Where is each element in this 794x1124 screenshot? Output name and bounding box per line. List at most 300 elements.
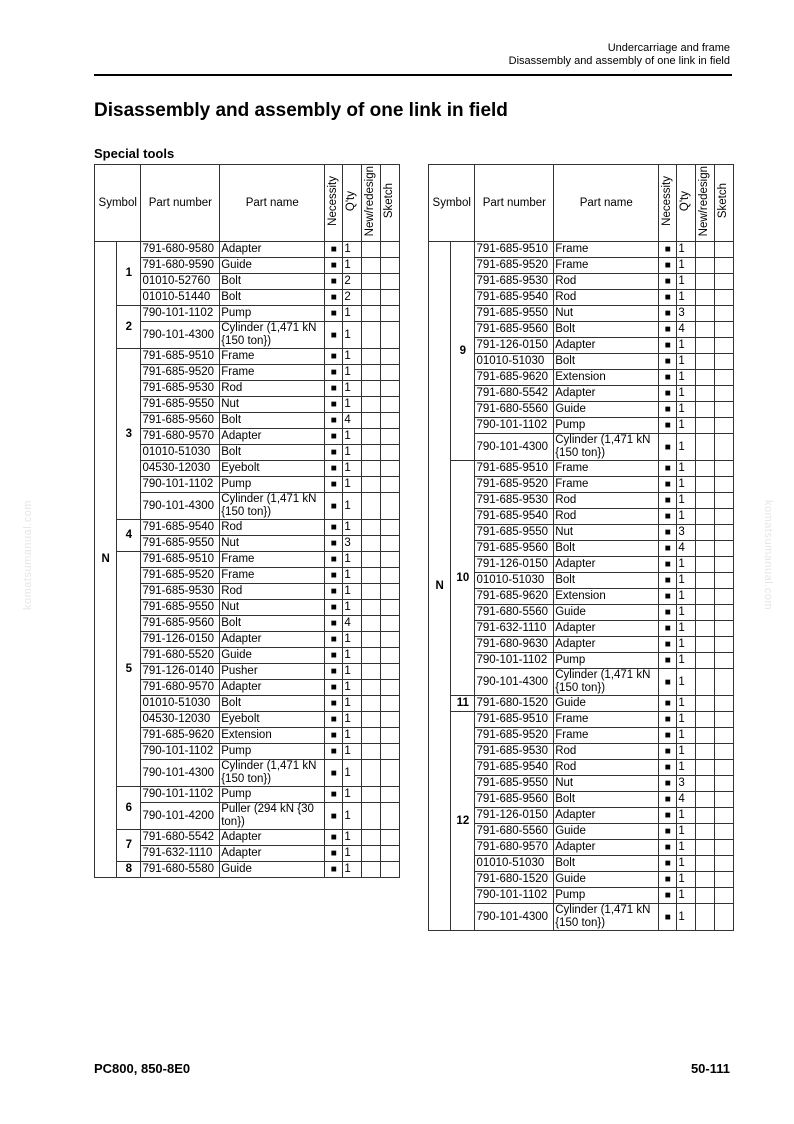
new-redesign-cell (361, 680, 380, 696)
new-redesign-cell (361, 536, 380, 552)
necessity-cell: ■ (659, 824, 677, 840)
new-redesign-cell (695, 840, 714, 856)
table-row (95, 696, 400, 712)
necessity-cell: ■ (325, 568, 343, 584)
table-row (429, 605, 734, 621)
part-number-cell: 791-685-9620 (141, 728, 220, 744)
table-row (95, 274, 400, 290)
header-subsection: Disassembly and assembly of one link in field (508, 55, 730, 67)
new-redesign-cell (361, 397, 380, 413)
necessity-cell: ■ (659, 653, 677, 669)
necessity-cell: ■ (659, 386, 677, 402)
part-name-cell: Nut (554, 776, 659, 792)
table-row (95, 568, 400, 584)
new-redesign-cell (361, 760, 380, 787)
necessity-cell: ■ (659, 461, 677, 477)
part-name-cell: Frame (554, 477, 659, 493)
necessity-cell: ■ (659, 370, 677, 386)
sketch-cell (714, 669, 733, 696)
sketch-cell (380, 242, 399, 258)
necessity-cell: ■ (659, 840, 677, 856)
new-redesign-cell (361, 365, 380, 381)
sketch-cell (380, 648, 399, 664)
part-name-cell: Cylinder (1,471 kN {150 ton}) (554, 904, 659, 931)
sketch-cell (380, 803, 399, 830)
qty-cell: 1 (677, 744, 695, 760)
new-redesign-cell (695, 824, 714, 840)
necessity-cell: ■ (325, 381, 343, 397)
new-redesign-cell (695, 306, 714, 322)
table-header-row (95, 165, 400, 242)
sketch-cell (380, 632, 399, 648)
necessity-cell: ■ (325, 445, 343, 461)
new-redesign-cell (361, 306, 380, 322)
part-name-cell: Cylinder (1,471 kN {150 ton}) (554, 434, 659, 461)
part-name-cell: Eyebolt (220, 461, 325, 477)
table-row (95, 306, 400, 322)
table-row (95, 862, 400, 878)
qty-cell: 1 (677, 728, 695, 744)
qty-cell: 1 (677, 696, 695, 712)
table-row (95, 381, 400, 397)
table-row (95, 728, 400, 744)
qty-cell: 1 (677, 493, 695, 509)
part-name-cell: Rod (554, 509, 659, 525)
new-redesign-cell (361, 461, 380, 477)
part-name-cell: Guide (554, 824, 659, 840)
table-row (95, 520, 400, 536)
part-name-cell: Bolt (220, 413, 325, 429)
part-name-cell: Pump (220, 306, 325, 322)
necessity-cell: ■ (659, 434, 677, 461)
necessity-cell: ■ (325, 274, 343, 290)
sketch-cell (714, 888, 733, 904)
sketch-cell (714, 728, 733, 744)
necessity-cell: ■ (659, 573, 677, 589)
part-name-cell: Guide (554, 872, 659, 888)
qty-cell: 1 (677, 872, 695, 888)
new-redesign-cell (695, 653, 714, 669)
necessity-cell: ■ (325, 242, 343, 258)
necessity-cell: ■ (659, 621, 677, 637)
part-number-cell: 791-685-9510 (475, 712, 554, 728)
part-number-cell: 791-685-9550 (475, 306, 554, 322)
part-name-cell: Cylinder (1,471 kN {150 ton}) (220, 493, 325, 520)
part-name-cell: Adapter (554, 386, 659, 402)
qty-cell: 1 (343, 862, 361, 878)
necessity-cell: ■ (325, 803, 343, 830)
table-row (429, 541, 734, 557)
group-number-cell: 4 (117, 520, 141, 552)
part-number-cell: 791-685-9540 (475, 509, 554, 525)
part-number-cell: 790-101-1102 (475, 653, 554, 669)
part-name-cell: Rod (220, 381, 325, 397)
part-name-cell: Frame (220, 349, 325, 365)
part-number-cell: 791-680-9630 (475, 637, 554, 653)
new-redesign-cell (695, 621, 714, 637)
new-redesign-cell (361, 862, 380, 878)
table-row (429, 402, 734, 418)
new-redesign-cell (695, 274, 714, 290)
table-row (95, 461, 400, 477)
new-redesign-cell (695, 888, 714, 904)
new-redesign-cell (361, 413, 380, 429)
sketch-cell (714, 402, 733, 418)
watermark-left: komatsumanual.com (22, 500, 34, 610)
qty-cell: 1 (677, 904, 695, 931)
sketch-cell (380, 520, 399, 536)
qty-cell: 4 (343, 616, 361, 632)
table-row (429, 856, 734, 872)
new-redesign-cell (695, 728, 714, 744)
table-row (429, 712, 734, 728)
part-name-cell: Guide (220, 648, 325, 664)
table-row (429, 792, 734, 808)
necessity-cell: ■ (659, 728, 677, 744)
part-number-cell: 791-685-9540 (141, 520, 220, 536)
qty-cell: 4 (677, 322, 695, 338)
new-redesign-cell (695, 541, 714, 557)
necessity-cell: ■ (325, 536, 343, 552)
sketch-cell (714, 605, 733, 621)
necessity-cell: ■ (659, 306, 677, 322)
new-redesign-cell (361, 552, 380, 568)
sketch-cell (714, 354, 733, 370)
sketch-cell (714, 776, 733, 792)
part-name-cell: Rod (554, 760, 659, 776)
qty-cell: 1 (343, 600, 361, 616)
new-redesign-cell (695, 904, 714, 931)
necessity-cell: ■ (325, 648, 343, 664)
table-row (429, 840, 734, 856)
new-redesign-cell (361, 477, 380, 493)
part-number-cell: 791-685-9530 (141, 381, 220, 397)
part-name-cell: Bolt (220, 616, 325, 632)
sketch-cell (380, 787, 399, 803)
page-title: Disassembly and assembly of one link in field (94, 100, 508, 121)
qty-cell: 1 (343, 493, 361, 520)
new-redesign-cell (695, 557, 714, 573)
table-row (429, 493, 734, 509)
necessity-cell: ■ (325, 413, 343, 429)
qty-cell: 1 (343, 397, 361, 413)
necessity-cell: ■ (325, 744, 343, 760)
part-name-cell: Rod (220, 520, 325, 536)
table-row (95, 493, 400, 520)
table-row (95, 632, 400, 648)
table-row (95, 830, 400, 846)
qty-cell: 1 (677, 434, 695, 461)
table-row (429, 509, 734, 525)
qty-cell: 1 (343, 381, 361, 397)
new-redesign-cell (695, 637, 714, 653)
sketch-cell (380, 493, 399, 520)
group-number-cell: 5 (117, 552, 141, 787)
sketch-cell (380, 584, 399, 600)
necessity-cell: ■ (659, 541, 677, 557)
table-row (95, 552, 400, 568)
sketch-cell (714, 589, 733, 605)
new-redesign-cell (361, 744, 380, 760)
part-number-cell: 791-685-9530 (475, 493, 554, 509)
necessity-cell: ■ (659, 493, 677, 509)
new-redesign-cell (695, 808, 714, 824)
table-row (429, 525, 734, 541)
necessity-cell: ■ (659, 589, 677, 605)
sketch-cell (714, 637, 733, 653)
qty-cell: 1 (343, 846, 361, 862)
part-number-cell: 791-126-0140 (141, 664, 220, 680)
necessity-cell: ■ (659, 904, 677, 931)
table-row (429, 573, 734, 589)
table-row (95, 744, 400, 760)
necessity-cell: ■ (659, 669, 677, 696)
qty-cell: 1 (677, 808, 695, 824)
table-row (95, 787, 400, 803)
new-redesign-cell (361, 322, 380, 349)
new-redesign-cell (695, 477, 714, 493)
sketch-cell (714, 290, 733, 306)
new-redesign-cell (695, 386, 714, 402)
sketch-cell (380, 349, 399, 365)
sketch-cell (380, 477, 399, 493)
qty-cell: 1 (343, 242, 361, 258)
part-number-cell: 791-685-9620 (475, 589, 554, 605)
sketch-cell (714, 573, 733, 589)
group-number-cell: 8 (117, 862, 141, 878)
necessity-cell: ■ (659, 274, 677, 290)
qty-cell: 1 (343, 787, 361, 803)
section-subtitle: Special tools (94, 146, 175, 161)
new-redesign-cell (361, 712, 380, 728)
sketch-cell (380, 728, 399, 744)
part-name-cell: Frame (554, 728, 659, 744)
new-redesign-cell (361, 584, 380, 600)
part-name-cell: Adapter (220, 680, 325, 696)
qty-cell: 1 (677, 402, 695, 418)
part-number-cell: 790-101-4300 (475, 669, 554, 696)
necessity-cell: ■ (325, 862, 343, 878)
sketch-cell (714, 872, 733, 888)
part-number-cell: 01010-51030 (141, 445, 220, 461)
qty-cell: 1 (343, 648, 361, 664)
part-name-cell: Adapter (220, 242, 325, 258)
new-redesign-cell (695, 402, 714, 418)
part-number-cell: 01010-51030 (475, 354, 554, 370)
necessity-cell: ■ (325, 787, 343, 803)
part-number-cell: 790-101-4300 (475, 904, 554, 931)
table-row (429, 669, 734, 696)
necessity-cell: ■ (325, 712, 343, 728)
qty-cell: 1 (677, 573, 695, 589)
necessity-cell: ■ (659, 477, 677, 493)
part-name-cell: Bolt (554, 856, 659, 872)
part-name-cell: Bolt (220, 696, 325, 712)
new-redesign-cell (361, 664, 380, 680)
new-redesign-cell (695, 338, 714, 354)
necessity-cell: ■ (659, 338, 677, 354)
qty-cell: 1 (343, 552, 361, 568)
part-name-cell: Nut (554, 306, 659, 322)
new-redesign-header: New/redesign (361, 165, 380, 242)
part-name-cell: Rod (554, 744, 659, 760)
part-name-cell: Rod (554, 493, 659, 509)
qty-cell: 1 (677, 840, 695, 856)
part-number-cell: 791-685-9530 (475, 274, 554, 290)
necessity-cell: ■ (659, 808, 677, 824)
new-redesign-cell (695, 792, 714, 808)
part-number-cell: 791-680-5580 (141, 862, 220, 878)
new-redesign-cell (695, 493, 714, 509)
part-number-cell: 790-101-1102 (141, 744, 220, 760)
table-row (429, 904, 734, 931)
table-row (429, 589, 734, 605)
part-number-cell: 791-680-5560 (475, 402, 554, 418)
qty-cell: 1 (343, 477, 361, 493)
qty-cell: 1 (343, 803, 361, 830)
sketch-cell (380, 274, 399, 290)
table-row (95, 648, 400, 664)
new-redesign-cell (361, 648, 380, 664)
part-name-cell: Cylinder (1,471 kN {150 ton}) (554, 669, 659, 696)
sketch-cell (380, 290, 399, 306)
part-number-cell: 791-685-9520 (475, 728, 554, 744)
part-number-cell: 791-685-9510 (141, 552, 220, 568)
sketch-cell (380, 712, 399, 728)
part-number-cell: 790-101-1102 (475, 888, 554, 904)
table-row (95, 680, 400, 696)
qty-cell: 1 (677, 760, 695, 776)
new-redesign-cell (695, 856, 714, 872)
table-row (95, 584, 400, 600)
sketch-cell (714, 760, 733, 776)
watermark-right: komatsumanual.com (762, 500, 774, 610)
part-number-cell: 04530-12030 (141, 461, 220, 477)
part-number-cell: 790-101-4300 (141, 760, 220, 787)
new-redesign-cell (361, 520, 380, 536)
part-number-cell: 790-101-4200 (141, 803, 220, 830)
qty-cell: 1 (343, 584, 361, 600)
part-number-cell: 791-680-9580 (141, 242, 220, 258)
table-row (429, 290, 734, 306)
sketch-cell (380, 381, 399, 397)
sketch-cell (714, 840, 733, 856)
running-header (509, 42, 730, 68)
necessity-cell: ■ (325, 664, 343, 680)
part-number-cell: 791-685-9550 (475, 776, 554, 792)
special-tools-table-left (94, 164, 400, 878)
part-number-cell: 791-126-0150 (141, 632, 220, 648)
part-number-cell: 790-101-1102 (141, 787, 220, 803)
necessity-cell: ■ (325, 322, 343, 349)
table-row (95, 290, 400, 306)
part-number-cell: 791-685-9520 (141, 568, 220, 584)
qty-cell: 3 (677, 525, 695, 541)
table-row (95, 616, 400, 632)
necessity-cell: ■ (659, 290, 677, 306)
part-name-cell: Guide (220, 258, 325, 274)
table-row (95, 536, 400, 552)
qty-cell: 1 (677, 242, 695, 258)
part-name-cell: Adapter (554, 557, 659, 573)
sketch-cell (714, 824, 733, 840)
sketch-cell (714, 856, 733, 872)
sketch-cell (380, 760, 399, 787)
qty-cell: 1 (677, 418, 695, 434)
qty-cell: 1 (343, 664, 361, 680)
table-row (95, 712, 400, 728)
new-redesign-cell (361, 696, 380, 712)
new-redesign-cell (695, 712, 714, 728)
class-cell: N (429, 242, 451, 931)
part-name-cell: Nut (220, 397, 325, 413)
part-number-cell: 790-101-1102 (141, 306, 220, 322)
part-number-cell: 791-680-9590 (141, 258, 220, 274)
qty-cell: 4 (343, 413, 361, 429)
part-name-cell: Bolt (220, 290, 325, 306)
part-name-cell: Pusher (220, 664, 325, 680)
new-redesign-cell (361, 445, 380, 461)
part-name-cell: Pump (554, 888, 659, 904)
symbol-header: Symbol (429, 165, 475, 242)
group-number-cell: 10 (451, 461, 475, 696)
new-redesign-cell (361, 616, 380, 632)
qty-cell: 2 (343, 274, 361, 290)
sketch-cell (380, 744, 399, 760)
new-redesign-cell (695, 744, 714, 760)
qty-cell: 1 (343, 680, 361, 696)
new-redesign-cell (695, 872, 714, 888)
table-row (429, 696, 734, 712)
part-number-cell: 01010-51440 (141, 290, 220, 306)
part-name-cell: Guide (554, 696, 659, 712)
table-header-row (429, 165, 734, 242)
part-name-cell: Pump (220, 477, 325, 493)
table-row (429, 744, 734, 760)
sketch-header: Sketch (714, 165, 733, 242)
sketch-cell (380, 322, 399, 349)
part-name-cell: Nut (554, 525, 659, 541)
sketch-header: Sketch (380, 165, 399, 242)
table-row (95, 429, 400, 445)
qty-cell: 1 (343, 568, 361, 584)
part-name-cell: Adapter (554, 637, 659, 653)
special-tools-table-right (428, 164, 734, 931)
sketch-cell (380, 664, 399, 680)
symbol-header: Symbol (95, 165, 141, 242)
sketch-cell (714, 306, 733, 322)
qty-cell: 1 (677, 637, 695, 653)
new-redesign-cell (695, 354, 714, 370)
qty-header: Q'ty (343, 165, 361, 242)
part-number-cell: 791-680-5542 (475, 386, 554, 402)
necessity-cell: ■ (659, 322, 677, 338)
part-number-cell: 791-685-9560 (475, 322, 554, 338)
necessity-cell: ■ (325, 290, 343, 306)
part-number-cell: 791-685-9540 (475, 290, 554, 306)
part-number-cell: 791-685-9520 (141, 365, 220, 381)
new-redesign-cell (695, 370, 714, 386)
part-name-cell: Adapter (554, 840, 659, 856)
part-name-cell: Adapter (220, 429, 325, 445)
part-name-cell: Eyebolt (220, 712, 325, 728)
sketch-cell (714, 696, 733, 712)
table-row (429, 824, 734, 840)
table-row (429, 477, 734, 493)
sketch-cell (380, 445, 399, 461)
necessity-cell: ■ (659, 888, 677, 904)
table-row (95, 803, 400, 830)
